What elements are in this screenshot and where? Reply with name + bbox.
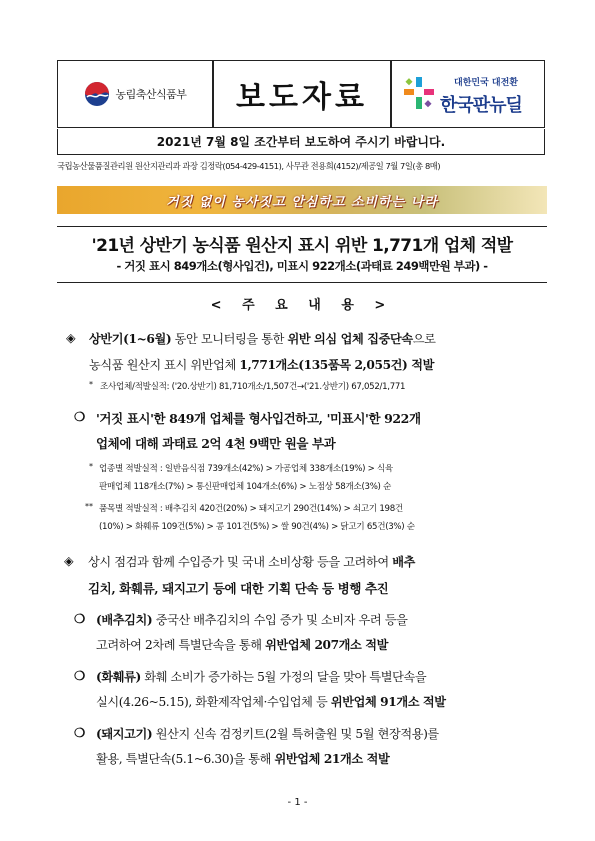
item-1-note: 조사업체/적발실적: ('20.상반기) 81,710개소/1,507건→('21.상반기) 67,052/1,771 — [100, 382, 406, 392]
new-deal-emblem-icon — [402, 75, 436, 113]
headline: '21년 상반기 농식품 원산지 표시 위반 1,771개 업체 적발 — [91, 236, 513, 256]
item-6-line-1: (돼지고기) 원산지 신속 검정키트(2월 특허출원 및 5월 현장적용)를 — [96, 727, 439, 741]
ministry-name: 농림축산식품부 — [115, 88, 187, 101]
slogan-banner — [57, 186, 547, 214]
embargo-notice: 2021년 7월 8일 조간부터 보도하여 주시기 바랍니다. — [57, 129, 545, 155]
title-box — [213, 60, 391, 128]
headline-top-rule — [57, 226, 547, 227]
item-2-line-1: '거짓 표시'한 849개 업체를 형사입건하고, '미표시'한 922개 — [96, 411, 421, 426]
item-4-bullet: ❍ — [74, 611, 85, 626]
sub-headline: - 거짓 표시 849개소(형사입건), 미표시 922개소(과태료 249백만원 부과) - — [116, 259, 488, 273]
item-2-bullet: ❍ — [74, 409, 85, 424]
item-2-note-1-mark: * — [89, 462, 93, 471]
item-2-note-1-line-2: 판매업체 118개소(7%) > 통신판매업체 104개소(6%) > 노점상 58개소(3%) 순 — [99, 482, 392, 492]
item-5-bullet: ❍ — [74, 668, 85, 683]
item-6-bullet: ❍ — [74, 725, 85, 740]
item-3-bullet: ◈ — [64, 553, 74, 568]
item-4-line-2: 고려하여 2차례 특별단속을 통해 위반업체 207개소 적발 — [96, 638, 389, 652]
ministry-logo-box — [57, 60, 213, 128]
item-1-line-1: 상반기(1~6월) 동안 모니터링을 통한 위반 의심 업체 집중단속으로 — [89, 332, 436, 346]
item-6-line-2: 활용, 특별단속(5.1~6.30)을 통해 위반업체 21개소 적발 — [96, 752, 390, 766]
contact-info: 국립농산물품질관리원 원산지관리과 과장 김정락(054-429-4151), 사무관 전용희(4152)/제공일 7월 7일(총 8매) — [57, 161, 441, 171]
item-5-line-2: 실시(4.26~5.15), 화환제작업체·수입업체 등 위반업체 91개소 적발 — [96, 695, 446, 709]
item-4-line-1: (배추김치) 중국산 배추김치의 수입 증가 및 소비자 우려 등을 — [96, 613, 408, 627]
item-3-line-1: 상시 점검과 함께 수입증가 및 국내 소비상황 등을 고려하여 배추 — [88, 555, 415, 569]
item-2-note-2-mark: ** — [85, 502, 93, 511]
item-1-note-mark: * — [89, 380, 93, 389]
new-deal-logo-box — [391, 60, 545, 128]
item-2-note-1-line-1: 업종별 적발실적 : 일반음식점 739개소(42%) > 가공업체 338개소(19%) > 식육 — [99, 464, 393, 474]
slogan-text: 거짓 없이 농사짓고 안심하고 소비하는 나라 — [166, 194, 438, 210]
item-2-note-2-line-2: (10%) > 화훼류 109건(5%) > 콩 101건(5%) > 쌀 90건(4%) > 닭고기 65건(3%) 순 — [99, 522, 415, 532]
item-2-note-2-line-1: 품목별 적발실적 : 배추김치 420건(20%) > 돼지고기 290건(14%) > 쇠고기 198건 — [99, 504, 403, 514]
new-deal-slogan: 대한민국 대전환 — [454, 78, 518, 88]
item-1-line-2: 농식품 원산지 표시 위반업체 1,771개소(135품목 2,055건) 적발 — [89, 358, 434, 372]
summary-heading: < 주 요 내 용 > — [210, 298, 394, 313]
ministry-emblem-icon — [84, 81, 110, 107]
new-deal-name: 한국판뉴딜 — [440, 95, 522, 116]
page-title: 보도자료 — [236, 80, 368, 115]
page-number: - 1 - — [287, 797, 308, 808]
headline-bottom-rule — [57, 282, 547, 283]
item-5-line-1: (화훼류) 화훼 소비가 증가하는 5월 가정의 달을 맞아 특별단속을 — [96, 670, 427, 684]
item-1-bullet: ◈ — [66, 330, 76, 345]
item-3-line-2: 김치, 화훼류, 돼지고기 등에 대한 기획 단속 등 병행 추진 — [88, 581, 389, 596]
item-2-line-2: 업체에 대해 과태료 2억 4천 9백만 원을 부과 — [96, 436, 336, 451]
